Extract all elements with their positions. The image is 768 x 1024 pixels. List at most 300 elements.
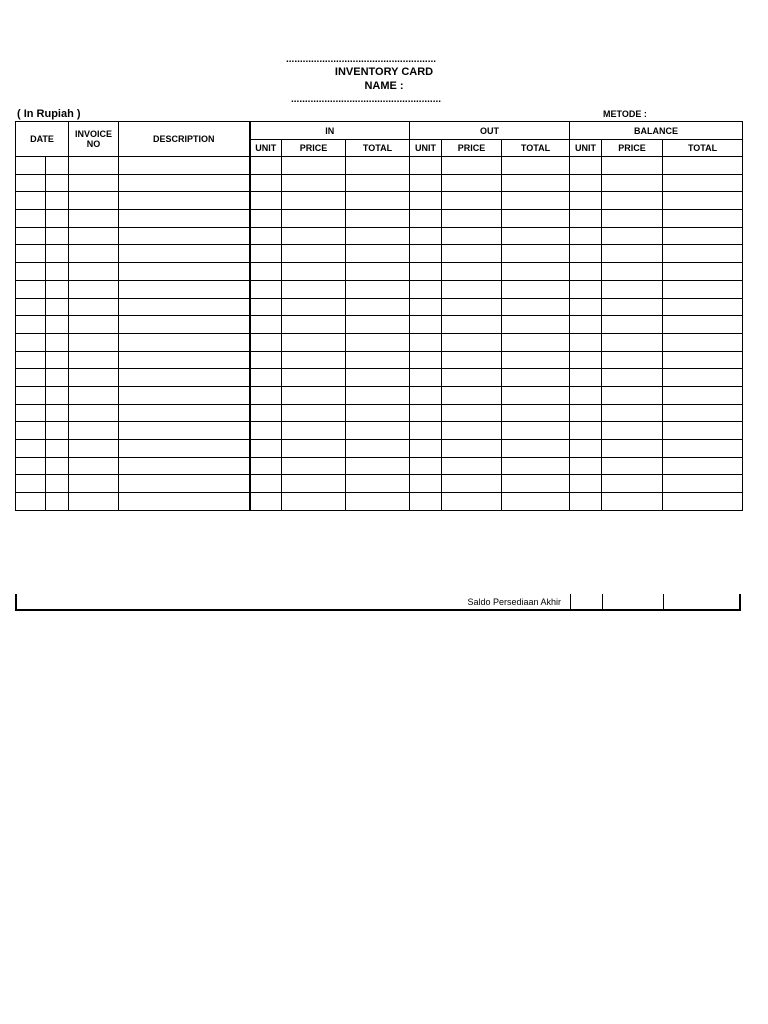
table-row: [16, 192, 743, 210]
table-row: [16, 316, 743, 334]
table-cell: [282, 386, 346, 404]
table-cell: [250, 210, 282, 228]
table-cell: [16, 351, 46, 369]
table-cell: [16, 316, 46, 334]
table-cell: [602, 245, 663, 263]
table-cell: [410, 386, 442, 404]
table-cell: [410, 192, 442, 210]
table-cell: [119, 192, 250, 210]
table-cell: [69, 298, 119, 316]
table-cell: [250, 386, 282, 404]
table-cell: [663, 316, 743, 334]
table-cell: [570, 280, 602, 298]
table-cell: [502, 280, 570, 298]
table-cell: [410, 351, 442, 369]
table-cell: [663, 280, 743, 298]
table-cell: [442, 440, 502, 458]
table-cell: [119, 475, 250, 493]
table-cell: [250, 422, 282, 440]
table-cell: [602, 174, 663, 192]
table-cell: [69, 422, 119, 440]
table-row: [16, 475, 743, 493]
table-cell: [502, 316, 570, 334]
table-cell: [663, 369, 743, 387]
table-row: [16, 298, 743, 316]
table-cell: [16, 174, 46, 192]
table-cell: [602, 404, 663, 422]
table-cell: [410, 493, 442, 511]
table-cell: [69, 157, 119, 175]
table-cell: [46, 493, 69, 511]
table-row: [16, 440, 743, 458]
header-balance: BALANCE: [570, 122, 743, 140]
table-cell: [69, 227, 119, 245]
table-cell: [346, 227, 410, 245]
name-label: NAME :: [364, 80, 404, 92]
table-cell: [570, 475, 602, 493]
table-cell: [346, 404, 410, 422]
table-cell: [282, 192, 346, 210]
table-cell: [410, 422, 442, 440]
table-cell: [16, 333, 46, 351]
table-cell: [410, 280, 442, 298]
table-cell: [502, 386, 570, 404]
header-in-price: PRICE: [282, 140, 346, 157]
table-cell: [46, 316, 69, 334]
table-cell: [602, 369, 663, 387]
table-cell: [46, 440, 69, 458]
table-cell: [69, 316, 119, 334]
table-cell: [602, 422, 663, 440]
table-cell: [46, 263, 69, 281]
table-cell: [346, 351, 410, 369]
table-cell: [282, 475, 346, 493]
table-cell: [69, 245, 119, 263]
table-cell: [602, 210, 663, 228]
table-cell: [346, 369, 410, 387]
table-cell: [502, 475, 570, 493]
table-cell: [663, 192, 743, 210]
table-cell: [346, 422, 410, 440]
table-cell: [250, 457, 282, 475]
header-balance-total: TOTAL: [663, 140, 743, 157]
table-cell: [570, 404, 602, 422]
table-cell: [663, 174, 743, 192]
table-cell: [250, 245, 282, 263]
table-cell: [46, 333, 69, 351]
table-cell: [16, 422, 46, 440]
table-cell: [69, 333, 119, 351]
table-cell: [69, 475, 119, 493]
table-cell: [663, 333, 743, 351]
table-cell: [663, 298, 743, 316]
table-row: [16, 457, 743, 475]
table-cell: [602, 475, 663, 493]
table-cell: [502, 174, 570, 192]
table-cell: [282, 404, 346, 422]
table-cell: [602, 157, 663, 175]
saldo-price-cell: [602, 594, 603, 609]
table-cell: [442, 475, 502, 493]
saldo-total-cell: [663, 594, 664, 609]
table-cell: [46, 298, 69, 316]
table-cell: [663, 263, 743, 281]
method-label: METODE :: [603, 109, 647, 119]
header-out: OUT: [410, 122, 570, 140]
table-cell: [663, 422, 743, 440]
table-cell: [16, 404, 46, 422]
table-cell: [502, 369, 570, 387]
table-cell: [410, 157, 442, 175]
table-cell: [119, 245, 250, 263]
table-cell: [46, 386, 69, 404]
table-cell: [250, 280, 282, 298]
table-cell: [346, 157, 410, 175]
table-cell: [346, 475, 410, 493]
table-cell: [250, 440, 282, 458]
table-cell: [119, 174, 250, 192]
table-cell: [570, 192, 602, 210]
table-cell: [119, 333, 250, 351]
table-cell: [346, 210, 410, 228]
table-row: [16, 386, 743, 404]
table-cell: [282, 157, 346, 175]
table-cell: [46, 192, 69, 210]
table-cell: [46, 174, 69, 192]
table-cell: [602, 333, 663, 351]
table-cell: [250, 227, 282, 245]
table-cell: [442, 351, 502, 369]
table-cell: [602, 263, 663, 281]
table-cell: [346, 263, 410, 281]
table-cell: [282, 457, 346, 475]
table-cell: [570, 298, 602, 316]
table-cell: [410, 404, 442, 422]
header-date: DATE: [16, 122, 69, 157]
dotted-line-bottom: ......................................................: [291, 94, 442, 105]
header-in-total: TOTAL: [346, 140, 410, 157]
table-row: [16, 333, 743, 351]
table-cell: [502, 333, 570, 351]
table-cell: [119, 351, 250, 369]
table-row: [16, 493, 743, 511]
table-cell: [46, 351, 69, 369]
table-cell: [570, 174, 602, 192]
table-cell: [250, 157, 282, 175]
table-cell: [663, 157, 743, 175]
table-cell: [442, 316, 502, 334]
table-cell: [410, 174, 442, 192]
table-cell: [46, 210, 69, 228]
table-cell: [119, 422, 250, 440]
table-cell: [282, 422, 346, 440]
table-cell: [442, 386, 502, 404]
final-balance-strip: [15, 594, 741, 611]
table-cell: [119, 298, 250, 316]
table-cell: [570, 245, 602, 263]
table-cell: [502, 457, 570, 475]
table-cell: [410, 227, 442, 245]
table-cell: [570, 333, 602, 351]
table-cell: [663, 475, 743, 493]
table-cell: [502, 227, 570, 245]
table-cell: [410, 298, 442, 316]
table-cell: [570, 263, 602, 281]
table-cell: [502, 157, 570, 175]
table-row: [16, 369, 743, 387]
table-row: [16, 227, 743, 245]
table-cell: [602, 280, 663, 298]
table-cell: [346, 192, 410, 210]
table-cell: [46, 457, 69, 475]
table-cell: [663, 440, 743, 458]
table-cell: [346, 245, 410, 263]
table-cell: [69, 280, 119, 298]
table-cell: [16, 263, 46, 281]
table-cell: [663, 227, 743, 245]
table-cell: [410, 333, 442, 351]
table-cell: [663, 386, 743, 404]
table-cell: [119, 493, 250, 511]
table-cell: [442, 157, 502, 175]
table-cell: [442, 192, 502, 210]
table-row: [16, 174, 743, 192]
table-cell: [502, 440, 570, 458]
table-cell: [119, 457, 250, 475]
table-cell: [119, 157, 250, 175]
header-invoice-no: INVOICE NO: [69, 122, 119, 157]
table-row: [16, 210, 743, 228]
table-cell: [346, 493, 410, 511]
table-cell: [502, 404, 570, 422]
table-cell: [250, 333, 282, 351]
table-cell: [442, 333, 502, 351]
page-title: INVENTORY CARD: [334, 66, 434, 78]
table-cell: [250, 369, 282, 387]
dotted-line-top: ......................................................: [286, 54, 437, 65]
table-cell: [442, 210, 502, 228]
table-cell: [282, 333, 346, 351]
inventory-table: [15, 121, 743, 511]
table-cell: [250, 263, 282, 281]
table-cell: [663, 210, 743, 228]
table-cell: [119, 369, 250, 387]
table-cell: [282, 227, 346, 245]
table-cell: [502, 245, 570, 263]
table-cell: [69, 192, 119, 210]
table-cell: [346, 386, 410, 404]
table-cell: [663, 245, 743, 263]
table-cell: [282, 369, 346, 387]
table-cell: [346, 280, 410, 298]
table-cell: [46, 280, 69, 298]
table-cell: [46, 369, 69, 387]
table-cell: [282, 493, 346, 511]
table-cell: [46, 157, 69, 175]
table-cell: [16, 210, 46, 228]
table-cell: [570, 457, 602, 475]
table-cell: [502, 210, 570, 228]
table-cell: [16, 493, 46, 511]
header-in: IN: [250, 122, 410, 140]
table-cell: [69, 210, 119, 228]
table-cell: [442, 404, 502, 422]
table-cell: [410, 440, 442, 458]
table-cell: [16, 369, 46, 387]
table-cell: [16, 192, 46, 210]
table-cell: [570, 493, 602, 511]
table-row: [16, 422, 743, 440]
table-cell: [410, 210, 442, 228]
header-in-unit: UNIT: [250, 140, 282, 157]
table-cell: [570, 316, 602, 334]
table-cell: [16, 440, 46, 458]
table-cell: [410, 316, 442, 334]
table-cell: [502, 493, 570, 511]
header-out-price: PRICE: [442, 140, 502, 157]
table-cell: [119, 263, 250, 281]
table-cell: [663, 457, 743, 475]
table-cell: [46, 422, 69, 440]
table-cell: [69, 351, 119, 369]
table-cell: [502, 192, 570, 210]
table-cell: [119, 210, 250, 228]
table-cell: [346, 298, 410, 316]
table-cell: [119, 227, 250, 245]
table-cell: [502, 351, 570, 369]
table-cell: [663, 404, 743, 422]
table-cell: [346, 440, 410, 458]
table-cell: [602, 440, 663, 458]
table-row: [16, 404, 743, 422]
table-cell: [250, 316, 282, 334]
table-cell: [250, 475, 282, 493]
table-cell: [119, 280, 250, 298]
table-cell: [570, 227, 602, 245]
header-balance-price: PRICE: [602, 140, 663, 157]
table-cell: [69, 263, 119, 281]
table-cell: [282, 440, 346, 458]
table-cell: [346, 174, 410, 192]
table-cell: [410, 369, 442, 387]
header-out-total: TOTAL: [502, 140, 570, 157]
table-cell: [442, 227, 502, 245]
table-cell: [410, 457, 442, 475]
table-cell: [69, 404, 119, 422]
currency-note: ( In Rupiah ): [17, 108, 81, 120]
table-cell: [119, 386, 250, 404]
table-cell: [250, 404, 282, 422]
table-cell: [250, 298, 282, 316]
table-row: [16, 263, 743, 281]
table-cell: [602, 192, 663, 210]
table-cell: [250, 351, 282, 369]
table-cell: [663, 351, 743, 369]
table-cell: [570, 157, 602, 175]
table-cell: [442, 263, 502, 281]
table-cell: [46, 475, 69, 493]
table-cell: [570, 369, 602, 387]
header-balance-unit: UNIT: [570, 140, 602, 157]
table-cell: [570, 351, 602, 369]
table-cell: [442, 280, 502, 298]
table-cell: [69, 369, 119, 387]
table-cell: [46, 245, 69, 263]
table-cell: [69, 386, 119, 404]
table-cell: [69, 457, 119, 475]
table-cell: [663, 493, 743, 511]
table-cell: [602, 493, 663, 511]
header-description: DESCRIPTION: [119, 122, 250, 157]
table-cell: [16, 227, 46, 245]
table-cell: [16, 457, 46, 475]
header-out-unit: UNIT: [410, 140, 442, 157]
table-cell: [346, 316, 410, 334]
table-cell: [570, 440, 602, 458]
table-cell: [602, 298, 663, 316]
table-cell: [250, 174, 282, 192]
table-cell: [69, 493, 119, 511]
table-cell: [442, 298, 502, 316]
saldo-unit-cell: [570, 594, 571, 609]
table-cell: [16, 386, 46, 404]
table-cell: [69, 174, 119, 192]
table-cell: [282, 280, 346, 298]
table-cell: [442, 369, 502, 387]
table-cell: [16, 157, 46, 175]
table-cell: [442, 422, 502, 440]
table-cell: [602, 351, 663, 369]
table-cell: [16, 245, 46, 263]
table-cell: [250, 192, 282, 210]
saldo-label: Saldo Persediaan Akhir: [467, 597, 561, 607]
table-cell: [602, 457, 663, 475]
table-cell: [46, 404, 69, 422]
table-cell: [442, 457, 502, 475]
table-cell: [410, 245, 442, 263]
table-cell: [570, 422, 602, 440]
table-cell: [16, 280, 46, 298]
table-cell: [119, 404, 250, 422]
table-cell: [570, 386, 602, 404]
table-cell: [570, 210, 602, 228]
table-cell: [282, 210, 346, 228]
table-cell: [46, 227, 69, 245]
table-row: [16, 245, 743, 263]
table-cell: [16, 298, 46, 316]
table-row: [16, 351, 743, 369]
table-cell: [346, 333, 410, 351]
table-cell: [282, 316, 346, 334]
table-cell: [282, 263, 346, 281]
table-cell: [16, 475, 46, 493]
table-row: [16, 157, 743, 175]
table-cell: [119, 440, 250, 458]
table-cell: [602, 227, 663, 245]
table-cell: [410, 475, 442, 493]
table-cell: [69, 440, 119, 458]
table-cell: [602, 316, 663, 334]
table-row: [16, 280, 743, 298]
table-cell: [119, 316, 250, 334]
table-cell: [502, 263, 570, 281]
table-cell: [442, 245, 502, 263]
table-cell: [282, 298, 346, 316]
table-cell: [282, 351, 346, 369]
table-cell: [410, 263, 442, 281]
table-cell: [442, 493, 502, 511]
table-cell: [602, 386, 663, 404]
